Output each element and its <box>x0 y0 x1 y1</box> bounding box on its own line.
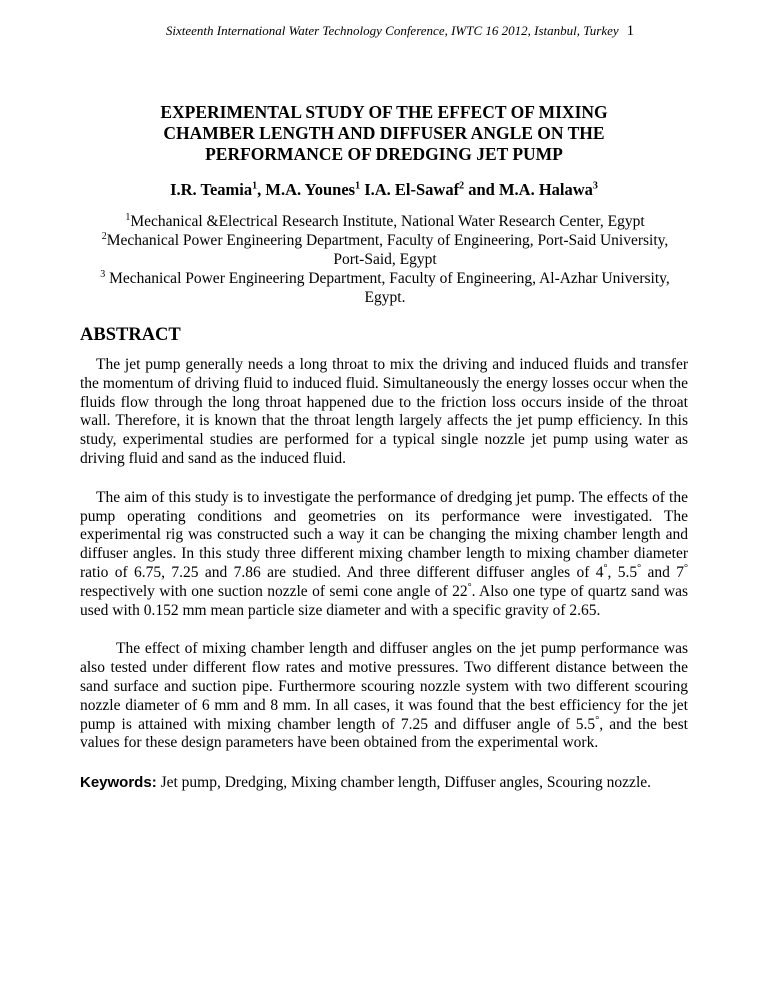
author-list <box>80 180 688 200</box>
degree-mark: ° <box>637 562 642 574</box>
page-number: 1 <box>626 23 635 39</box>
degree-mark: ° <box>595 714 600 726</box>
paper-title <box>110 102 658 165</box>
paragraph-text: , 5.5 <box>607 563 638 581</box>
affiliation-text: Mechanical Power Engineering Department, Faculty of Engineering, Port-Said University, Port-Said, Egypt <box>106 232 669 268</box>
abstract-paragraph-2 <box>80 489 688 621</box>
author-name: I.R. Teamia <box>170 180 253 199</box>
keywords-text: Jet pump, Dredging, Mixing chamber length, Diffuser angles, Scouring nozzle. <box>156 774 651 792</box>
abstract-body <box>80 356 688 792</box>
abstract-paragraph-3 <box>80 640 688 753</box>
author-separator: , <box>257 180 266 199</box>
paragraph-text: respectively with one suction nozzle of semi cone angle of 22 <box>80 582 468 600</box>
paragraph-text: . Also one type of quartz sand was used with 0.152 mm mean particle size diameter and with a specific gravity of 2.65. <box>80 582 688 619</box>
author-name: I.A. El-Sawaf <box>364 180 460 199</box>
abstract-paragraph-1: The jet pump generally needs a long throat to mix the driving and induced fluids and transfer the momentum of driving fluid to induced fluid. Simultaneously the energy losses occur when the fluids flow through the long throat happened due to the friction loss occurs inside of the throat wall. Therefore, it is known that the throat length largely affects the jet pump efficiency. In this study, experimental studies are performed for a typical single nozzle jet pump using water as driving fluid and sand as the induced fluid. <box>80 356 688 467</box>
keywords-label: Keywords: <box>80 774 157 792</box>
author-affil-mark: 1 <box>355 180 361 192</box>
affiliation-3 <box>90 269 680 307</box>
degree-mark: ° <box>467 581 472 593</box>
running-header <box>80 23 720 40</box>
title-line-3: PERFORMANCE OF DREDGING JET PUMP <box>205 144 563 164</box>
author-separator: and <box>464 180 499 199</box>
affiliation-mark: 2 <box>101 230 107 242</box>
author-affil-mark: 3 <box>592 180 598 192</box>
title-line-1: EXPERIMENTAL STUDY OF THE EFFECT OF MIXING <box>160 102 608 122</box>
keywords <box>80 773 688 792</box>
affiliation-text: Mechanical Power Engineering Department, Faculty of Engineering, Al-Azhar University, Egypt. <box>105 270 670 306</box>
author-affil-mark: 2 <box>459 180 465 192</box>
affiliation-text: Mechanical &Electrical Research Institute, National Water Research Center, Egypt <box>130 213 645 230</box>
affiliation-mark: 3 <box>100 268 106 280</box>
conference-name: Sixteenth International Water Technology Conference, IWTC 16 2012, Istanbul, Turkey <box>165 23 619 38</box>
author-affil-mark: 1 <box>252 180 258 192</box>
degree-mark: ° <box>684 562 688 574</box>
paragraph-text: The aim of this study is to investigate the performance of dredging jet pump. The effects of the pump operating conditions and geometries on its performance were investigated. The experimental rig was constructed such a way it can be changing the mixing chamber length and diffuser angles. In this study three different mixing chamber length to mixing chamber diameter ratio of 6.75, 7.25 and 7.86 are studied. And three different diffuser angles of 4 <box>80 488 688 581</box>
affiliation-mark: 1 <box>125 211 131 223</box>
degree-mark: ° <box>603 562 608 574</box>
author-name: M.A. Younes <box>265 180 356 199</box>
paragraph-text: and 7 <box>641 563 684 581</box>
author-name: M.A. Halawa <box>498 180 593 199</box>
affiliation-2 <box>90 231 680 269</box>
affiliation-1 <box>90 212 680 231</box>
paragraph-text: The effect of mixing chamber length and diffuser angles on the jet pump performance was also tested under different flow rates and motive pressures. Two different distance between the sand surface and suction pipe. Furthermore scouring nozzle system with two different scouring nozzle diameter of 6 mm and 8 mm. In all cases, it was found that the best efficiency for the jet pump is attained with mixing chamber length of 7.25 and diffuser angle of 5.5 <box>80 640 688 733</box>
abstract-heading: ABSTRACT <box>80 325 181 345</box>
affiliations <box>90 212 680 307</box>
paragraph-text: , and the best values for these design parameters have been obtained from the experimental work. <box>80 715 688 752</box>
title-line-2: CHAMBER LENGTH AND DIFFUSER ANGLE ON THE <box>163 123 605 143</box>
